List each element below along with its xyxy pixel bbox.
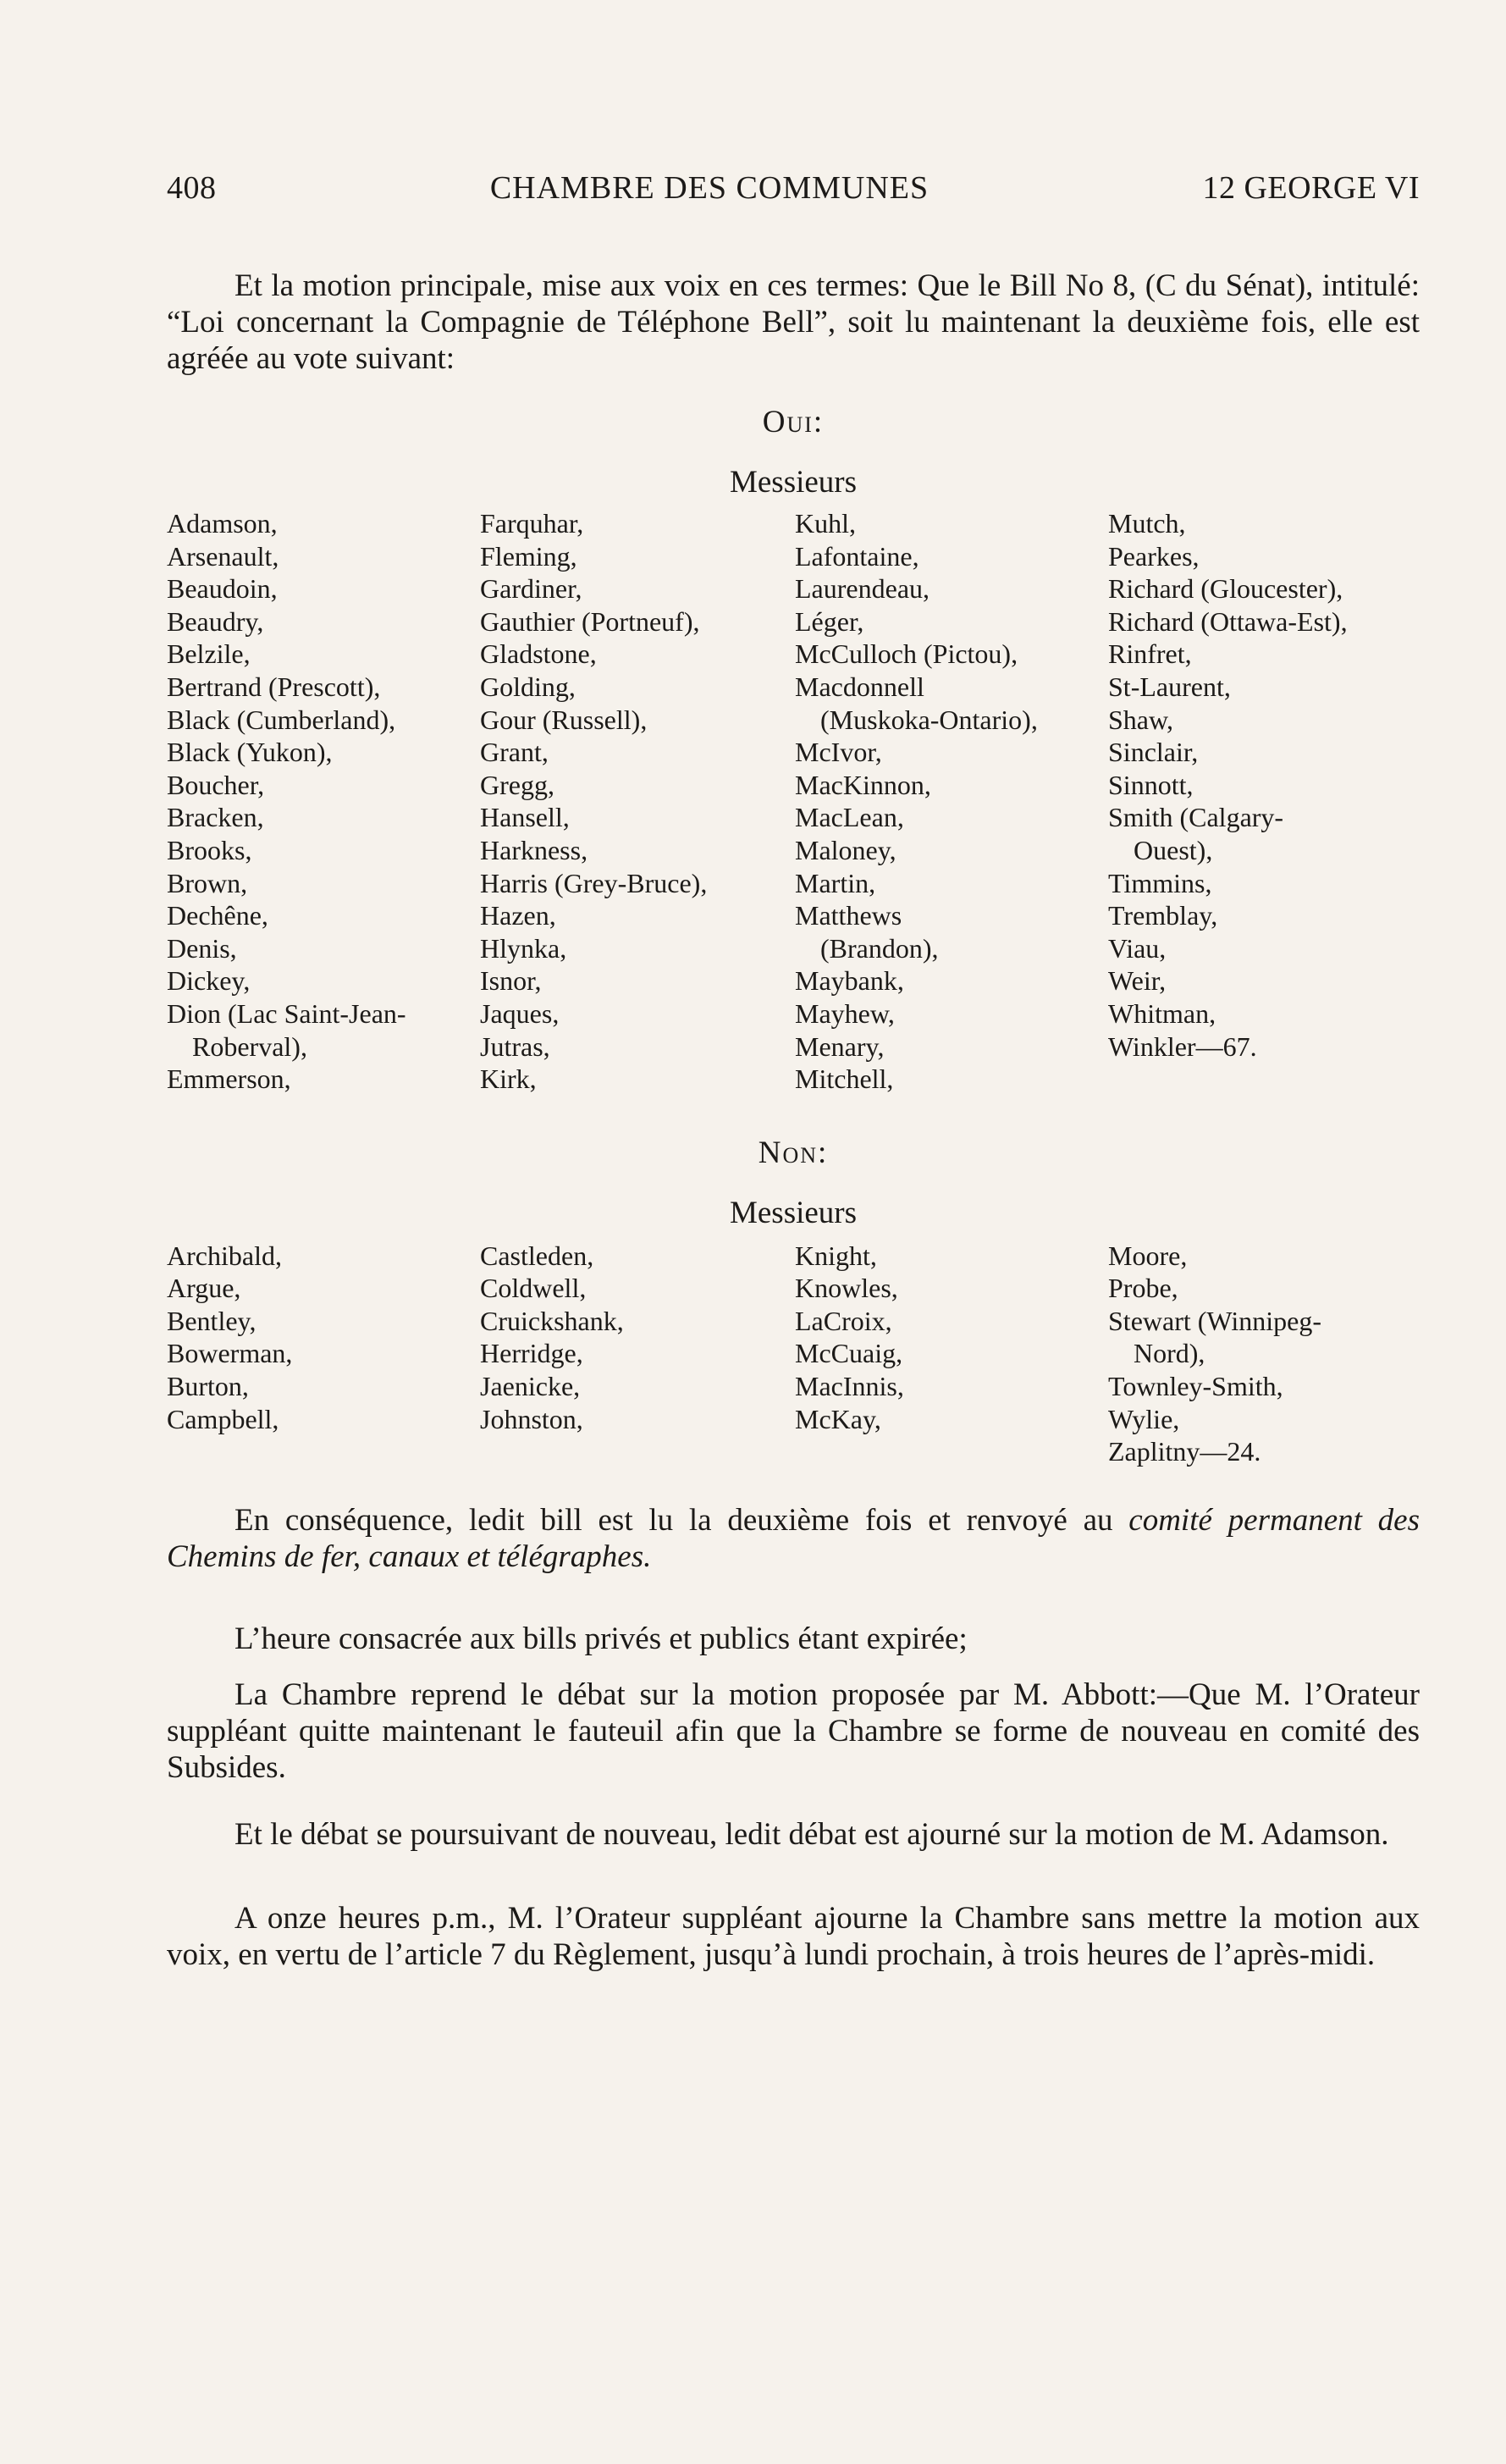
name-entry: Hansell, xyxy=(480,802,570,833)
name-entry: Isnor, xyxy=(480,965,542,997)
name-entry: Jaques, xyxy=(480,997,560,1029)
name-entry: Menary, xyxy=(795,1030,885,1062)
name-entry: Hlynka, xyxy=(480,932,567,964)
running-header xyxy=(167,169,1420,207)
name-entry: Kirk, xyxy=(480,1063,537,1095)
name-entry: Cruickshank, xyxy=(480,1305,624,1336)
name-entry: Mayhew, xyxy=(795,997,895,1029)
name-entry: Herridge, xyxy=(480,1338,583,1369)
name-entry: Castleden, xyxy=(480,1240,594,1271)
yeas-column-4 xyxy=(1108,507,1420,1096)
name-entry: Knight, xyxy=(795,1240,877,1271)
paragraph-adjournment: A onze heures p.m., M. l’Orateur suppléant ajourne la Chambre sans mettre la motion aux voix, en vertu de l’article 7 du Règlement, jusqu’à lundi prochain, à trois heures de l’après-midi. xyxy=(167,1900,1420,1972)
name-entry: Bowerman, xyxy=(167,1338,293,1369)
yeas-subheading: Messieurs xyxy=(729,465,858,500)
name-entry: Dechêne, xyxy=(167,900,268,931)
name-entry: MacKinnon, xyxy=(795,769,931,800)
name-entry: Roberval), xyxy=(192,1030,307,1062)
name-entry: Johnston, xyxy=(480,1403,583,1434)
name-entry: Gardiner, xyxy=(480,573,582,605)
name-entry: Gour (Russell), xyxy=(480,704,648,735)
committee-name: comité permanent des Chemins de fer, canaux et télégraphes. xyxy=(167,1502,1420,1574)
name-entry: Burton, xyxy=(167,1371,249,1402)
name-entry: Nord), xyxy=(1134,1338,1205,1369)
name-entry: Zaplitny—24. xyxy=(1108,1436,1261,1467)
name-entry: Moore, xyxy=(1108,1240,1188,1271)
name-entry: Beaudry, xyxy=(167,605,264,637)
name-entry: St-Laurent, xyxy=(1108,671,1231,702)
nays-subheading: Messieurs xyxy=(729,1195,858,1230)
name-entry: Beaudoin, xyxy=(167,573,278,605)
name-entry: MacInnis, xyxy=(795,1371,904,1402)
yeas-column-3 xyxy=(795,507,1108,1096)
name-entry: Sinnott, xyxy=(1108,769,1194,800)
name-entry: Adamson, xyxy=(167,508,278,539)
yeas-heading: Oui: xyxy=(762,405,825,439)
nays-column-3 xyxy=(795,1240,1108,1468)
name-entry: Wylie, xyxy=(1108,1403,1180,1434)
name-entry: Probe, xyxy=(1108,1273,1178,1304)
name-entry: Boucher, xyxy=(167,769,265,800)
name-entry: Timmins, xyxy=(1108,867,1212,898)
intro-paragraph: Et la motion principale, mise aux voix en ces termes: Que le Bill No 8, (C du Sénat), intitulé: “Loi concernant la Compagnie de Téléphone Bell”, soit lu maintenant la deuxième fois, elle est agréée au vote suivant: xyxy=(167,268,1420,376)
nays-column-1 xyxy=(167,1240,480,1468)
name-entry: Ouest), xyxy=(1134,834,1213,865)
name-entry: LaCroix, xyxy=(795,1305,892,1336)
name-entry: Knowles, xyxy=(795,1273,898,1304)
name-entry: Gladstone, xyxy=(480,638,597,670)
name-entry: Golding, xyxy=(480,671,576,702)
name-entry: Weir, xyxy=(1108,965,1167,997)
name-entry: Argue, xyxy=(167,1273,241,1304)
name-entry: McCulloch (Pictou), xyxy=(795,638,1018,670)
name-entry: Bracken, xyxy=(167,802,264,833)
name-entry: McIvor, xyxy=(795,737,882,768)
page xyxy=(167,169,1420,1973)
page-number: 408 xyxy=(167,170,217,206)
name-entry: Archibald, xyxy=(167,1240,282,1271)
name-entry: Coldwell, xyxy=(480,1273,587,1304)
name-entry: Matthews xyxy=(795,900,902,931)
name-entry: Maybank, xyxy=(795,965,904,997)
name-entry: Bertrand (Prescott), xyxy=(167,671,381,702)
yeas-name-list xyxy=(167,507,1420,1096)
name-entry: Hazen, xyxy=(480,900,556,931)
name-entry: Macdonnell xyxy=(795,671,924,702)
name-entry: Laurendeau, xyxy=(795,573,930,605)
name-entry: Dion (Lac Saint-Jean- xyxy=(167,997,406,1029)
paragraph-expiry: L’heure consacrée aux bills privés et publics étant expirée; xyxy=(234,1621,968,1656)
yeas-column-1 xyxy=(167,507,480,1096)
journal-title: CHAMBRE DES COMMUNES xyxy=(489,170,930,206)
name-entry: Brooks, xyxy=(167,834,252,865)
name-entry: Emmerson, xyxy=(167,1063,291,1095)
name-entry: Belzile, xyxy=(167,638,251,670)
name-entry: Pearkes, xyxy=(1108,540,1200,572)
name-entry: Stewart (Winnipeg- xyxy=(1108,1305,1321,1336)
name-entry: Mitchell, xyxy=(795,1063,894,1095)
name-entry: Townley-Smith, xyxy=(1108,1371,1283,1402)
name-entry: McKay, xyxy=(795,1403,881,1434)
paragraph-adjourned-debate: Et le débat se poursuivant de nouveau, ledit débat est ajourné sur la motion de M. Adamson. xyxy=(234,1816,1389,1852)
name-entry: Smith (Calgary- xyxy=(1108,802,1284,833)
name-entry: McCuaig, xyxy=(795,1338,903,1369)
name-entry: Brown, xyxy=(167,867,248,898)
nays-column-4 xyxy=(1108,1240,1420,1468)
name-entry: (Brandon), xyxy=(820,932,939,964)
name-entry: Winkler—67. xyxy=(1108,1030,1257,1062)
name-entry: Martin, xyxy=(795,867,876,898)
name-entry: Richard (Ottawa-Est), xyxy=(1108,605,1348,637)
name-entry: Harris (Grey-Bruce), xyxy=(480,867,708,898)
consequence-text: En conséquence, ledit bill est lu la deuxième fois et renvoyé au xyxy=(234,1502,1129,1538)
name-entry: Mutch, xyxy=(1108,508,1186,539)
name-entry: Richard (Gloucester), xyxy=(1108,573,1343,605)
name-entry: MacLean, xyxy=(795,802,904,833)
nays-column-2 xyxy=(480,1240,795,1468)
nays-heading: Non: xyxy=(758,1135,829,1170)
name-entry: Gregg, xyxy=(480,769,554,800)
name-entry: Campbell, xyxy=(167,1403,279,1434)
name-entry: Lafontaine, xyxy=(795,540,919,572)
name-entry: Black (Cumberland), xyxy=(167,704,396,735)
nays-name-list xyxy=(167,1240,1420,1468)
name-entry: Harkness, xyxy=(480,834,588,865)
name-entry: Rinfret, xyxy=(1108,638,1192,670)
yeas-column-2 xyxy=(480,507,795,1096)
name-entry: Denis, xyxy=(167,932,237,964)
name-entry: Whitman, xyxy=(1108,997,1216,1029)
name-entry: Farquhar, xyxy=(480,508,584,539)
name-entry: Kuhl, xyxy=(795,508,856,539)
name-entry: Fleming, xyxy=(480,540,577,572)
name-entry: Arsenault, xyxy=(167,540,279,572)
name-entry: Shaw, xyxy=(1108,704,1174,735)
name-entry: Viau, xyxy=(1108,932,1167,964)
name-entry: Sinclair, xyxy=(1108,737,1199,768)
name-entry: Tremblay, xyxy=(1108,900,1218,931)
consequence-paragraph xyxy=(167,1502,1420,1575)
name-entry: Jutras, xyxy=(480,1030,550,1062)
paragraph-debate: La Chambre reprend le débat sur la motion proposée par M. Abbott:—Que M. l’Orateur suppléant quitte maintenant le fauteuil afin que la Chambre se forme de nouveau en comité des Subsides. xyxy=(167,1677,1420,1785)
session-label: 12 GEORGE VI xyxy=(1202,170,1420,206)
name-entry: Jaenicke, xyxy=(480,1371,581,1402)
name-entry: (Muskoka-Ontario), xyxy=(820,704,1038,735)
name-entry: Dickey, xyxy=(167,965,251,997)
name-entry: Black (Yukon), xyxy=(167,737,333,768)
name-entry: Maloney, xyxy=(795,834,896,865)
name-entry: Léger, xyxy=(795,605,864,637)
name-entry: Gauthier (Portneuf), xyxy=(480,605,700,637)
name-entry: Grant, xyxy=(480,737,549,768)
name-entry: Bentley, xyxy=(167,1305,257,1336)
